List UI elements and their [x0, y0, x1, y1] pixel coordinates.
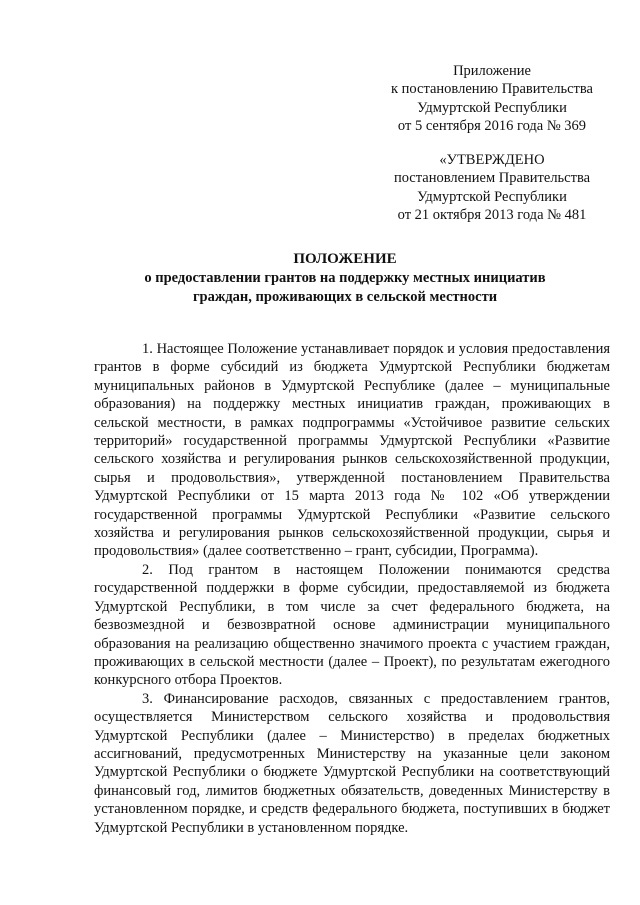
appendix-block: [372, 62, 612, 135]
appendix-line-1: Приложение: [453, 63, 531, 79]
approval-line-3: Удмуртской Республики: [417, 188, 567, 205]
paragraph-1: [94, 340, 610, 561]
appendix-line-2: к постановлению Правительства: [391, 81, 593, 98]
document-body: [94, 340, 610, 837]
document-subtitle: [80, 269, 610, 307]
subtitle-line-2: граждан, проживающих в сельской местности: [192, 289, 498, 305]
approval-line-4: от 21 октября 2013 года № 481: [397, 206, 587, 223]
paragraph-number: 3.: [142, 690, 153, 707]
paragraph-number: 1.: [142, 341, 153, 357]
paragraph-text: Настоящее Положение устанавливает порядок и условия предоставления грантов в форме субсидий из бюджета Удмуртской Республики бюджетам муниципальных районов в Удмуртской Республике (далее – муниципальные образования) на поддержку местных инициатив граждан, проживающих в сельской местности, в рамках подпрограммы «Устойчивое развитие сельских территорий» государственной программы Удмуртской Республики «Развитие сельского хозяйства и регулирования рынков сельскохозяйственной продукции, сырья и продовольствия», утвержденной постановлением Правительства Удмуртской Республики от 15 марта 2013 года № 102 «Об утверждении государственной программы Удмуртской Республики «Развитие сельского хозяйства и регулирования рынков сельскохозяйственной продукции, сырья и продовольствия» (далее соответственно – грант, субсидии, Программа).: [94, 341, 611, 560]
paragraph-number: 2.: [142, 561, 153, 578]
approval-block: [372, 151, 612, 224]
paragraph-text: Финансирование расходов, связанных с предоставлением грантов, осуществляется Министерством сельского хозяйства и продовольствия Удмуртской Республики (далее – Министерство) в пределах бюджетных ассигнований, предусмотренных Министерству на указанные цели законом Удмуртской Республики о бюджете Удмуртской Республики на соответствующий финансовый год, лимитов бюджетных обязательств, доведенных Министерству в установленном порядке, и средств федерального бюджета, поступивших в бюджет Удмуртской Республики в установленном порядке.: [94, 690, 610, 836]
appendix-line-3: Удмуртской Республики: [417, 99, 567, 116]
document-title: ПОЛОЖЕНИЕ: [293, 251, 397, 267]
subtitle-line-1: о предоставлении грантов на поддержку местных инициатив: [144, 270, 546, 286]
paragraph-3: [94, 690, 610, 837]
paragraph-2: [94, 561, 610, 690]
appendix-line-4: от 5 сентября 2016 года № 369: [397, 117, 587, 134]
paragraph-text: Под грантом в настоящем Положении понимаются средства государственной поддержки в форме субсидии, предоставляемой из бюджета Удмуртской Республики, в том числе за счет федерального бюджета, на безвозмездной и безвозвратной основе администрации муниципального образования на реализацию общественно значимого проекта с участием граждан, проживающих в сельской местности (далее – Проект), по результатам ежегодного конкурсного отбора Проектов.: [94, 561, 610, 689]
approval-line-2: постановлением Правительства: [393, 170, 591, 187]
approval-line-1: «УТВЕРЖДЕНО: [439, 152, 545, 168]
